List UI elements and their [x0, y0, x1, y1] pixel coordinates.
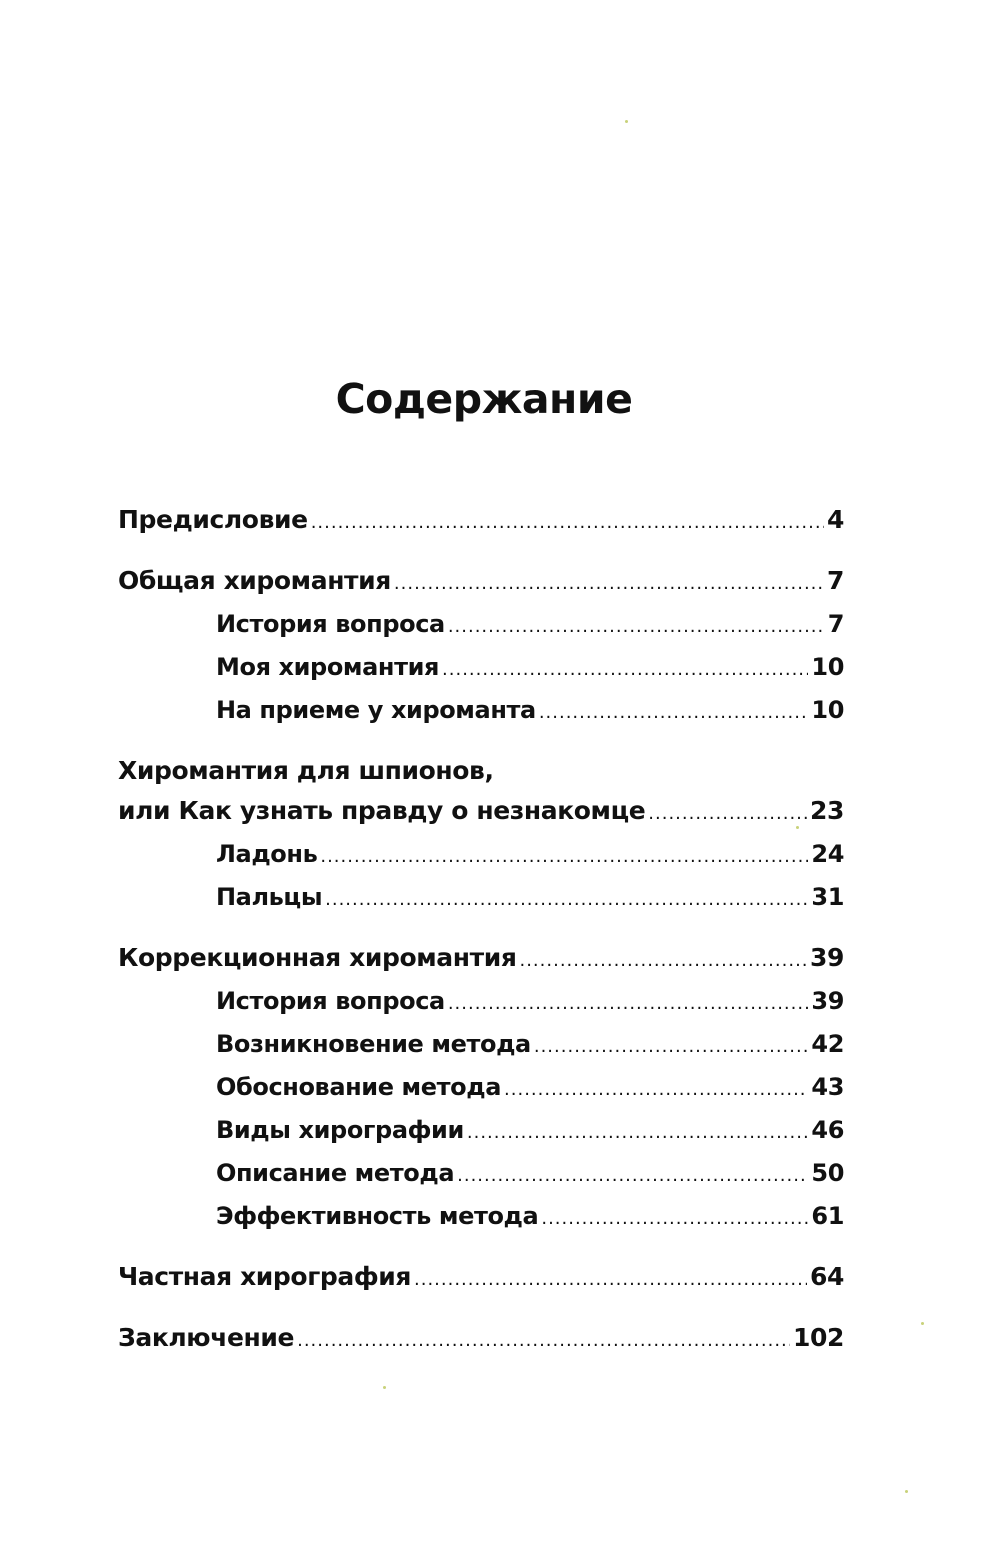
toc-entry-palmistry-for-spies[interactable]	[118, 791, 844, 834]
dot-leader	[648, 794, 807, 834]
dot-leader	[297, 1321, 790, 1361]
scan-speck	[383, 1386, 386, 1389]
toc-subentry[interactable]	[118, 1196, 844, 1239]
toc-subentry-label: История вопроса	[216, 610, 445, 638]
toc-subentry-label: Возникновение метода	[216, 1030, 531, 1058]
toc-page-number: 23	[810, 796, 844, 825]
toc-page-number: 39	[811, 987, 844, 1015]
toc-page-number: 50	[811, 1159, 844, 1187]
dot-leader	[457, 1156, 808, 1196]
toc-subentry-label: Моя хиромантия	[216, 653, 440, 681]
dot-leader	[448, 607, 825, 647]
toc-entry-label: Коррекционная хиромантия	[118, 943, 517, 972]
toc-entry-corrective-palmistry[interactable]	[118, 938, 844, 981]
toc-subentry[interactable]	[118, 647, 844, 690]
scan-speck	[921, 1322, 924, 1325]
toc-subentry-label: Обоснование метода	[216, 1073, 502, 1101]
toc-subentry[interactable]	[118, 1067, 844, 1110]
toc-page-number: 61	[811, 1202, 844, 1230]
toc-page-number: 4	[827, 505, 844, 534]
toc-entry-label: Частная хирография	[118, 1262, 411, 1291]
dot-leader	[541, 1199, 808, 1239]
table-of-contents	[118, 500, 844, 1361]
toc-entry-label: Общая хиромантия	[118, 566, 391, 595]
toc-page-number: 46	[811, 1116, 844, 1144]
toc-subentry-label: Эффективность метода	[216, 1202, 539, 1230]
dot-leader	[414, 1260, 807, 1300]
dot-leader	[320, 837, 808, 877]
toc-entry-label-line1: Хиромантия для шпионов,	[118, 756, 494, 785]
dot-leader	[519, 941, 807, 981]
scan-speck	[905, 1490, 908, 1493]
toc-subentry[interactable]	[118, 604, 844, 647]
toc-page-number: 39	[810, 943, 844, 972]
toc-page-number: 31	[811, 883, 844, 911]
dot-leader	[448, 984, 809, 1024]
toc-subentry-label: История вопроса	[216, 987, 445, 1015]
toc-page-number: 42	[811, 1030, 844, 1058]
dot-leader	[442, 650, 808, 690]
toc-subentry[interactable]	[118, 834, 844, 877]
toc-page-number: 24	[811, 840, 844, 868]
dot-leader	[311, 503, 824, 543]
dot-leader	[467, 1113, 809, 1153]
toc-page-number: 7	[827, 610, 844, 638]
dot-leader	[394, 564, 824, 604]
toc-subentry[interactable]	[118, 877, 844, 920]
toc-entry-conclusion[interactable]	[118, 1318, 844, 1361]
dot-leader	[504, 1070, 808, 1110]
dot-leader	[539, 693, 809, 733]
toc-subentry-label: Пальцы	[216, 883, 323, 911]
toc-entry-label: или Как узнать правду о незнакомце	[118, 796, 646, 825]
toc-page-number: 7	[827, 566, 844, 595]
toc-subentry[interactable]	[118, 1110, 844, 1153]
toc-entry-label: Заключение	[118, 1323, 295, 1352]
toc-page-number: 10	[811, 653, 844, 681]
dot-leader	[325, 880, 808, 920]
toc-page-number: 64	[810, 1262, 844, 1291]
toc-entry-preface[interactable]	[118, 500, 844, 543]
toc-subentry-label: Виды хирографии	[216, 1116, 464, 1144]
toc-subentry[interactable]	[118, 690, 844, 733]
toc-page-number: 102	[793, 1323, 844, 1352]
toc-page-number: 43	[811, 1073, 844, 1101]
toc-subentry[interactable]	[118, 1153, 844, 1196]
toc-subentry[interactable]	[118, 981, 844, 1024]
dot-leader	[534, 1027, 809, 1067]
toc-subentry-label: На приеме у хироманта	[216, 696, 536, 724]
page-title: Содержание	[335, 375, 633, 423]
scan-speck	[625, 120, 628, 123]
toc-entry-label: Предисловие	[118, 505, 308, 534]
toc-subentry-label: Ладонь	[216, 840, 318, 868]
scan-speck	[796, 826, 799, 829]
toc-page-number: 10	[811, 696, 844, 724]
toc-entry-private-chirography[interactable]	[118, 1257, 844, 1300]
toc-subentry[interactable]	[118, 1024, 844, 1067]
toc-entry-general-palmistry[interactable]	[118, 561, 844, 604]
toc-subentry-label: Описание метода	[216, 1159, 455, 1187]
